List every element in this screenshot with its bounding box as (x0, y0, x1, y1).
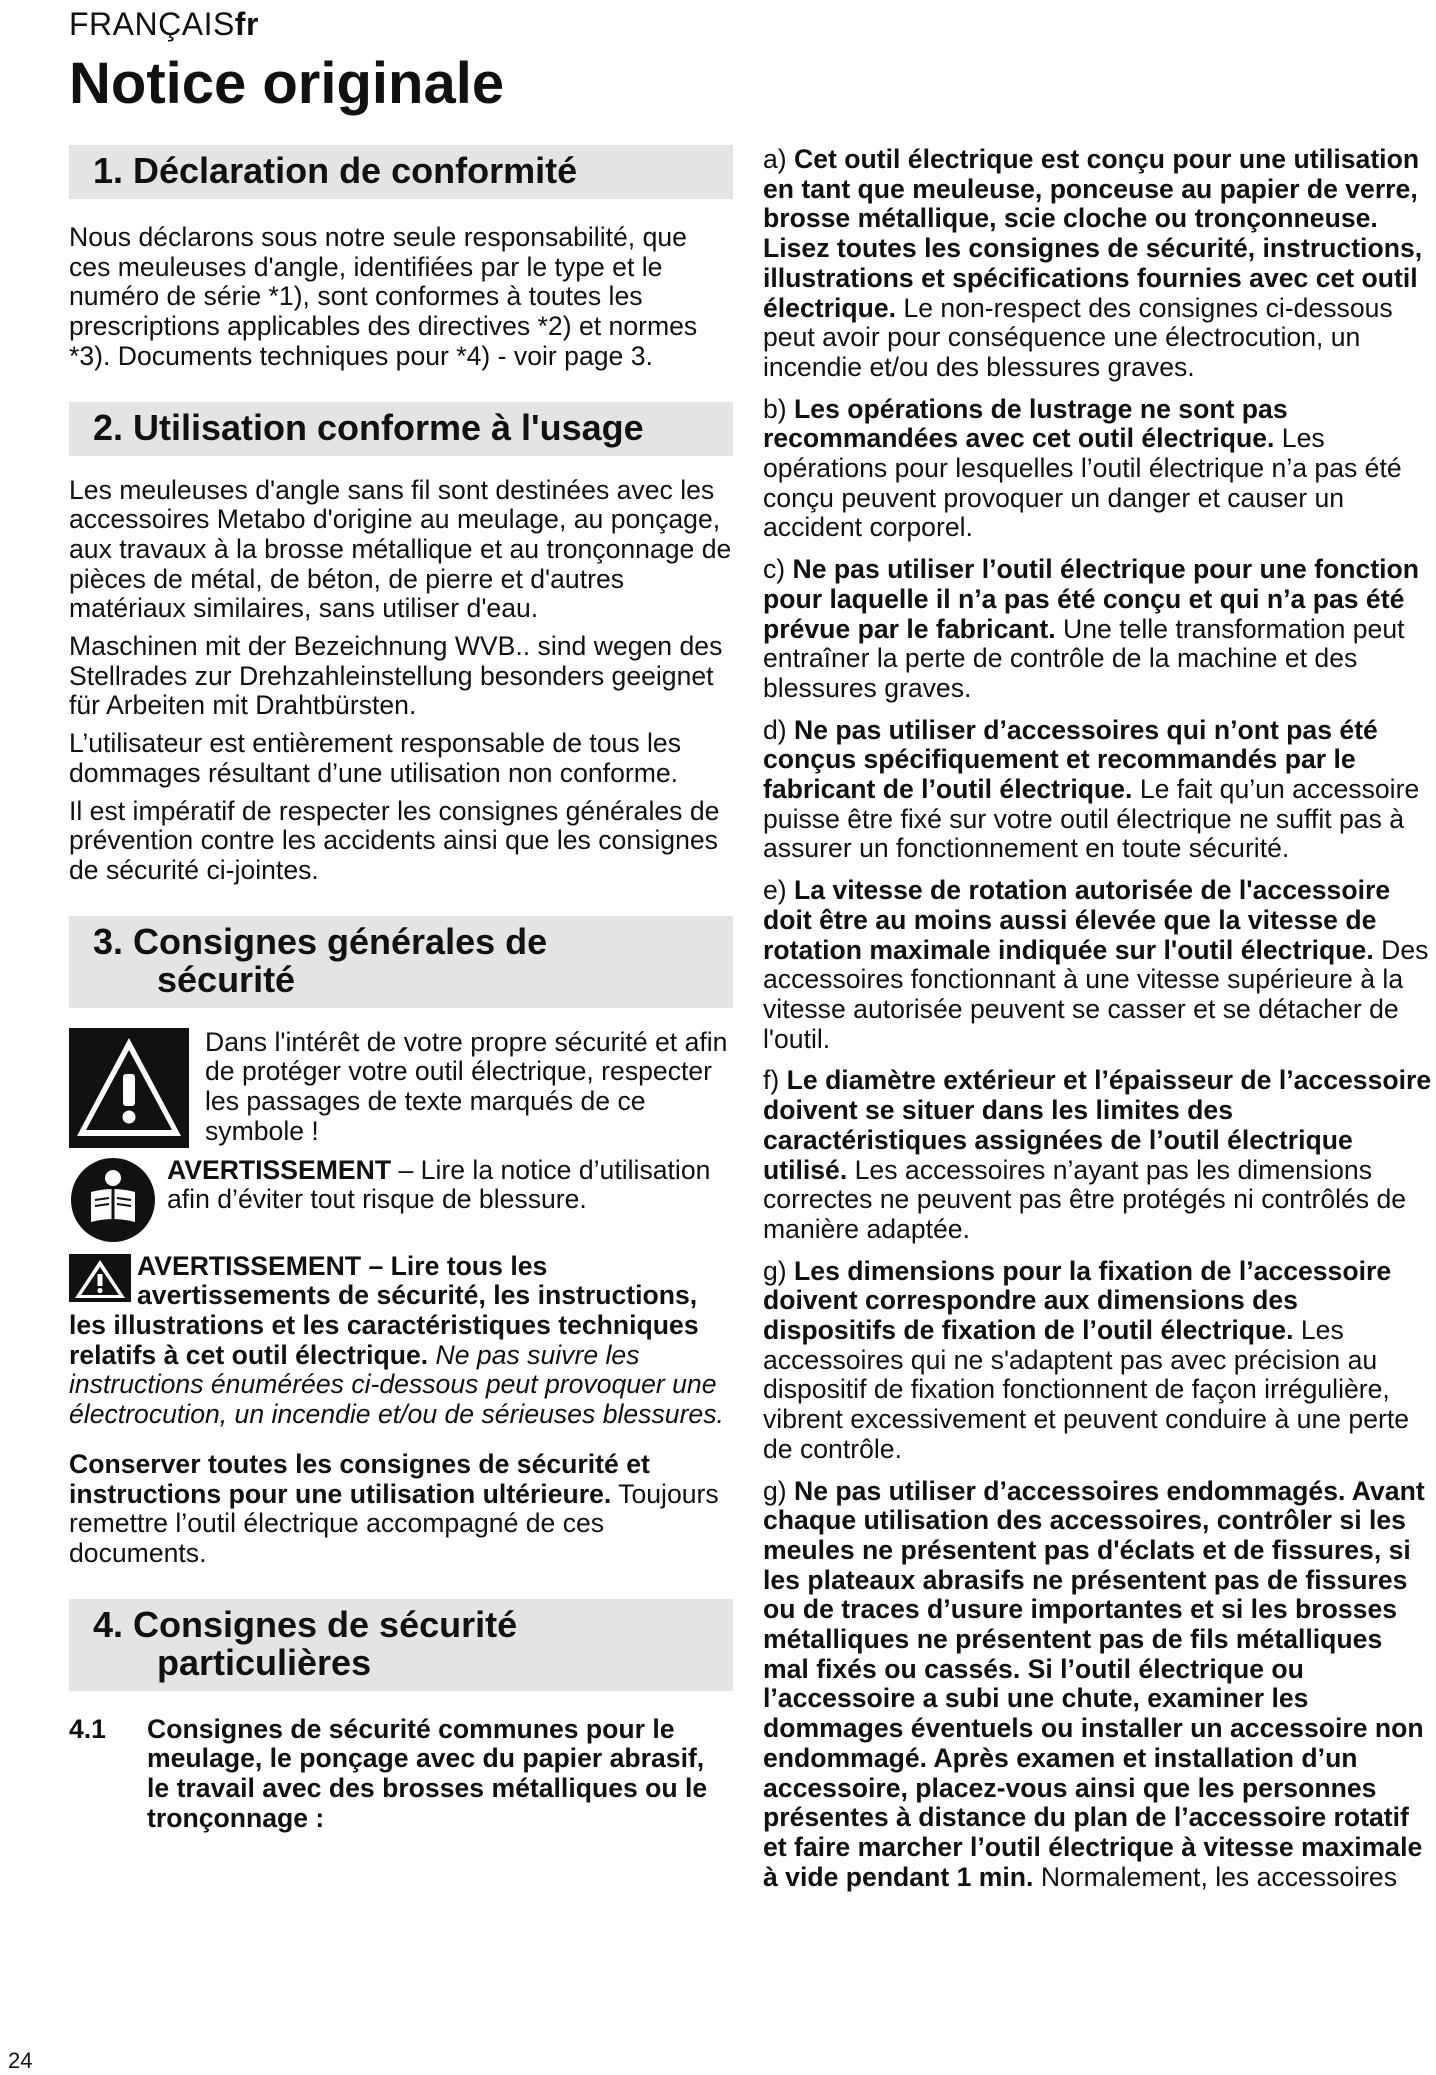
warning-symbol-note (69, 1028, 733, 1148)
list-item: e) La vitesse de rotation autorisée de l'accessoire doit être au moins aussi élevée que la vitesse de rotation maximale indiquée sur l'outil électrique. Des accessoires fonctionnant à une vitesse supérieure à la vitesse autorisée peuvent se casser et se détacher de l'outil. (763, 875, 1429, 1054)
section-2-paragraph-3: L’utilisateur est entièrement responsable de tous les dommages résultant d’une utilisation non conforme. (69, 728, 682, 788)
general-warning: AVERTISSEMENT – Lire tous les avertissements de sécurité, les instructions, les illustrations et les caractéristiques techniques relatifs à cet outil électrique. Ne pas suivre les instructions énumérées ci-dessous peut provoquer une électrocution, un incendie et/ou de sérieuses blessures. (69, 1251, 724, 1430)
section-2-paragraph-2: Maschinen mit der Bezeichnung WVB.. sind wegen des Stellrades zur Drehzahleinstellung besonders geeignet für Arbeiten mit Drahtbürsten. (69, 631, 723, 721)
section-2-paragraph-1: Les meuleuses d'angle sans fil sont destinées avec les accessoires Metabo d'origine au meulage, au ponçage, aux travaux à la brosse métallique et au tronçonnage de pièces de métal, de béton, de pierre et d'autres matériaux similaires, sans utiliser d'eau. (69, 474, 732, 624)
list-item: g) Ne pas utiliser d’accessoires endommagés. Avant chaque utilisation des accessoires, contrôler si les meules ne présentent pas d'éclats et de fissures, si les plateaux abrasifs ne présentent pas de fissures ou de traces d’usure importantes et si les brosses métalliques ne présentent pas de fils métalliques mal fixés ou cassés. Si l’outil électrique ou l’accessoire a subi une chute, examiner les dommages éventuels ou installer un accessoire non endommagé. Après examen et installation d’un accessoire, placez-vous ainsi que les personnes présentes à distance du plan de l’accessoire rotatif et faire marcher l’outil électrique à vitesse maximale à vide pendant 1 min. Normalement, les accessoires (763, 1475, 1425, 1892)
read-manual-icon (69, 1156, 157, 1244)
section-2-heading: 2. Utilisation conforme à l'usage (69, 402, 733, 456)
read-manual-warning: AVERTISSEMENT – Lire la notice d’utilisation afin d’éviter tout risque de blessure. (69, 1156, 733, 1244)
subsection-4-1: 4.1 Consignes de sécurité communes pour le meulage, le ponçage avec du papier abrasif, le travail avec des brosses métalliques ou le tronçonnage : (69, 1713, 708, 1833)
list-item: g) Les dimensions pour la fixation de l’accessoire doivent correspondre aux dimensions des dispositifs de fixation de l’outil électrique. Les accessoires qui ne s'adaptent pas avec précision au dispositif de fixation fonctionnent de façon irrégulière, vibrent excessivement et peuvent conduire à une perte de contrôle. (763, 1255, 1410, 1464)
warning-symbol-text: Dans l'intérêt de votre propre sécurité et afin de protéger votre outil électrique, respecter les passages de texte marqués de ce symbole ! (205, 1026, 728, 1146)
section-1-body: Nous déclarons sous notre seule responsabilité, que ces meuleuses d'angle, identifiées par le type et le numéro de série *1), sont conformes à toutes les prescriptions applicables des directives *2) et normes *3). Documents techniques pour *4) - voir page 3. (69, 222, 698, 371)
keep-instructions: Conserver toutes les consignes de sécurité et instructions pour une utilisation ultérieure. Toujours remettre l’outil électrique accompagné de ces documents. (69, 1448, 719, 1568)
page-number: 24 (8, 2048, 33, 2073)
section-1-heading: 1. Déclaration de conformité (69, 145, 733, 199)
list-item: b) Les opérations de lustrage ne sont pas recommandées avec cet outil électrique. Les opérations pour lesquelles l’outil électrique n’a pas été conçu peuvent provoquer un danger et causer un accident corporel. (763, 393, 1402, 543)
small-warning-icon (69, 1254, 131, 1302)
list-item: c) Ne pas utiliser l’outil électrique pour une fonction pour laquelle il n’a pas été conçu et qui n’a pas été prévue par le fabricant. Une telle transformation peut entraîner la perte de contrôle de la machine et des blessures graves. (763, 554, 1420, 703)
section-4-heading: 4. Consignes de sécurité particulières (69, 1599, 733, 1691)
warning-triangle-icon (69, 1028, 189, 1148)
list-item: a) Cet outil électrique est conçu pour une utilisation en tant que meuleuse, ponceuse au papier de verre, brosse métallique, scie cloche ou tronçonneuse. Lisez toutes les consignes de sécurité, instructions, illustrations et spécifications fournies avec cet outil électrique. Le non-respect des consignes ci-dessous peut avoir pour conséquence une électrocution, un incendie et/ou des blessures graves. (763, 144, 1423, 382)
section-2-paragraph-4: Il est impératif de respecter les consignes générales de prévention contre les accidents ainsi que les consignes de sécurité ci-jointes. (69, 795, 720, 885)
list-item: f) Le diamètre extérieur et l’épaisseur de l’accessoire doivent se situer dans les limites des caractéristiques assignées de l’outil électrique utilisé. Les accessoires n’ayant pas les dimensions correctes ne peuvent pas être protégés ni contrôlés de manière adaptée. (763, 1065, 1432, 1244)
list-item: d) Ne pas utiliser d’accessoires qui n’ont pas été conçus spécifiquement et recommandés par le fabricant de l’outil électrique. Le fait qu’un accessoire puisse être fixé sur votre outil électrique ne suffit pas à assurer un fonctionnement en toute sécurité. (763, 714, 1420, 864)
right-column (763, 145, 1433, 1892)
left-column (69, 145, 733, 1834)
page-title: Notice originale (69, 51, 505, 116)
section-3-heading: 3. Consignes générales de sécurité (69, 916, 733, 1008)
language-header: FRANÇAISfr (69, 6, 259, 42)
